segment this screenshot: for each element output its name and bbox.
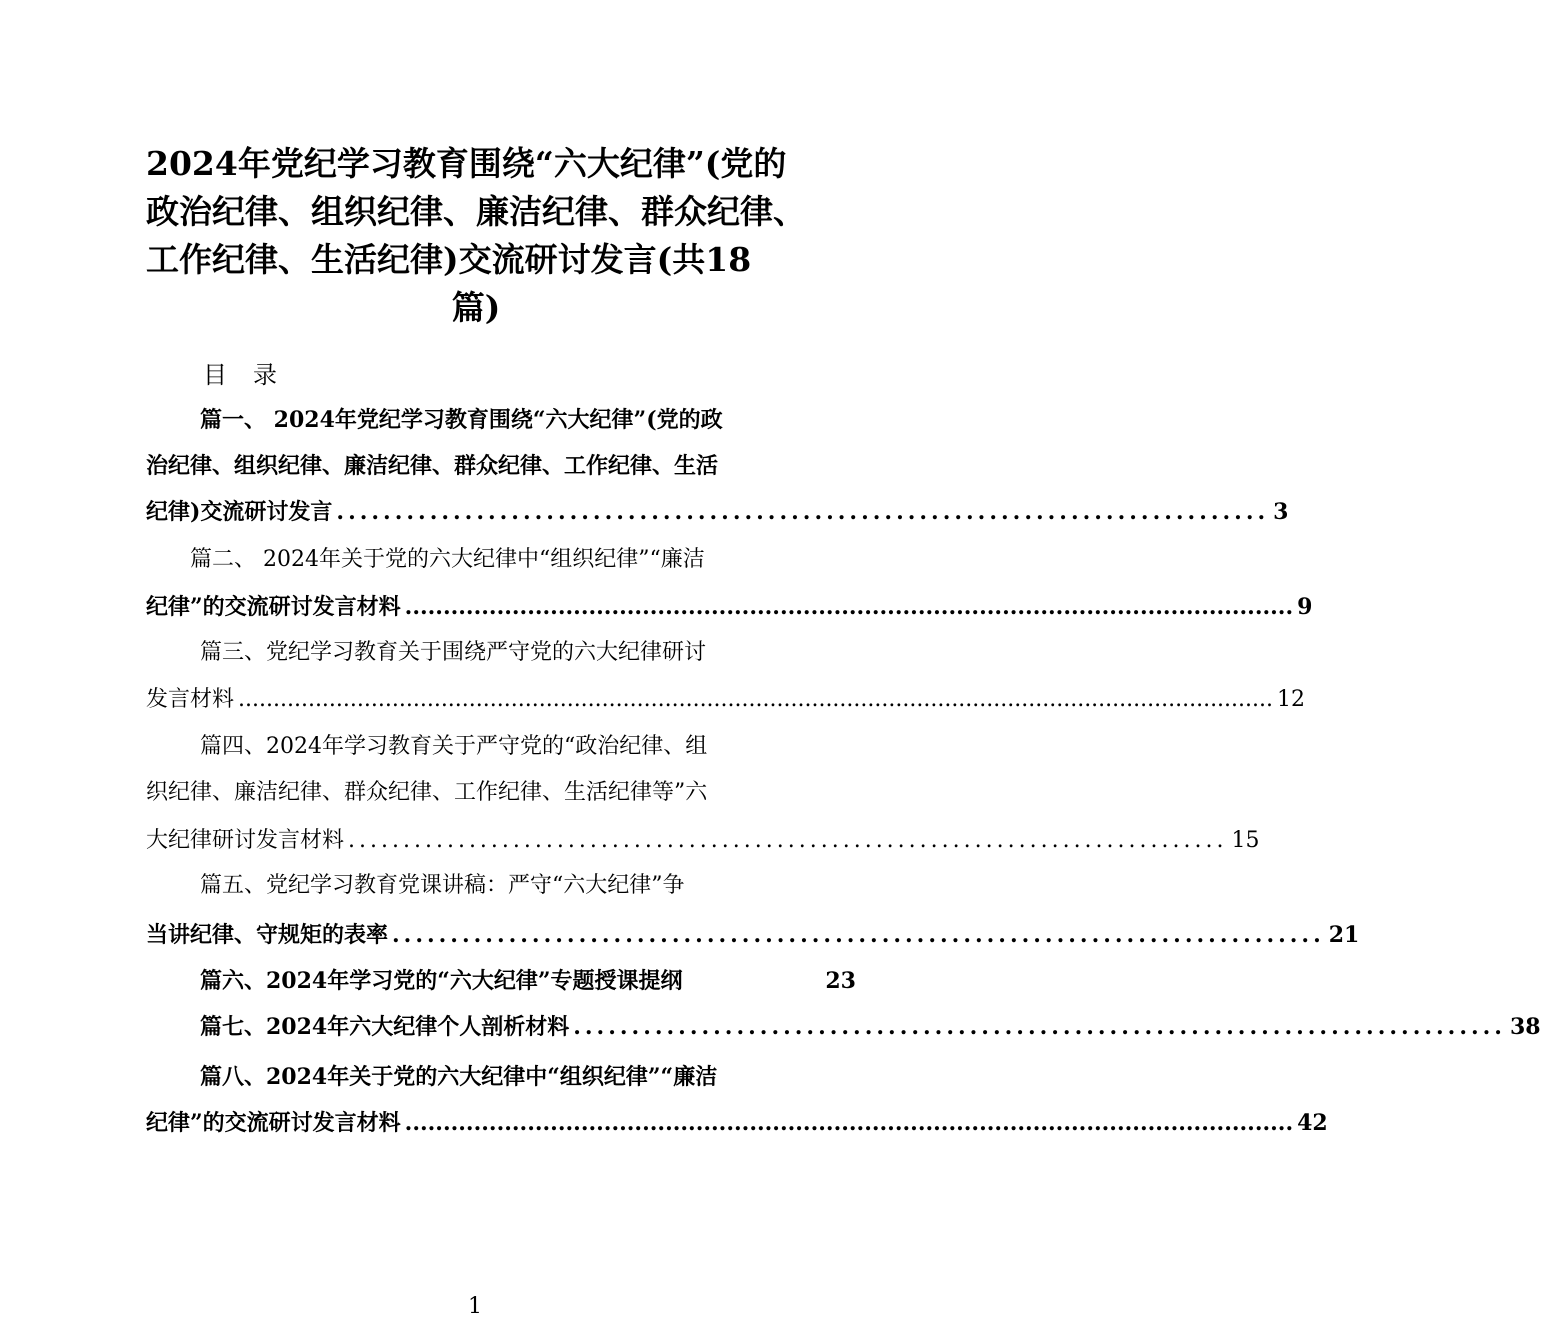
toc-page-number: 15	[1231, 828, 1260, 853]
leader-dots: ................................................................................	[573, 1014, 1506, 1040]
toc-page-number: 3	[1273, 499, 1289, 525]
toc-entry-3-line[interactable]: 篇三、党纪学习教育关于围绕严守党的六大纪律研讨	[200, 640, 707, 665]
title-line: 篇)	[451, 288, 501, 327]
toc-page-number: 23	[825, 968, 856, 994]
toc-entry-1-line[interactable]: 篇一、 2024年党纪学习教育围绕“六大纪律”(党的政	[200, 407, 723, 433]
leader-dots: ................................................................................	[336, 499, 1270, 525]
toc-entry-5-leader[interactable]: 当讲纪律、守规矩的表率 ................................................................................ 21	[146, 915, 802, 955]
toc-entry-2-line[interactable]: 篇二、 2024年关于党的六大纪律中“组织纪律”“廉洁	[190, 547, 705, 572]
toc-entry-4-line[interactable]: 篇四、2024年学习教育关于严守党的“政治纪律、组	[200, 734, 708, 759]
toc-entry-8-line[interactable]: 篇八、2024年关于党的六大纪律中“组织纪律”“廉洁	[200, 1064, 718, 1090]
toc-entry-8-leader[interactable]: 纪律”的交流研讨发言材料 .................................................................................................................... 42	[146, 1103, 802, 1143]
toc-entry-4-line[interactable]: 织纪律、廉洁纪律、群众纪律、工作纪律、生活纪律等”六	[146, 780, 708, 805]
toc-entry-5-line[interactable]: 篇五、党纪学习教育党课讲稿：严守“六大纪律”争	[200, 873, 685, 898]
toc-page-number: 9	[1297, 594, 1313, 620]
toc-page-number: 21	[1328, 922, 1360, 948]
leader-dots	[683, 961, 826, 1001]
title-line: 工作纪律、生活纪律)交流研讨发言(共18	[146, 240, 752, 279]
toc-page-number: 42	[1297, 1110, 1328, 1136]
toc-heading: 目录	[203, 361, 303, 389]
leader-dots: ....................................................................................................................	[404, 1110, 1294, 1136]
leader-dots: ....................................................................................................................................................	[238, 687, 1274, 712]
toc-entry-1-line[interactable]: 治纪律、组织纪律、廉洁纪律、群众纪律、工作纪律、生活	[146, 453, 719, 479]
toc-entry-4-leader[interactable]: 大纪律研讨发言材料 ................................................................................ 15	[146, 821, 802, 861]
toc-entry-2-leader[interactable]: 纪律”的交流研讨发言材料 .................................................................................................................... 9	[146, 587, 802, 627]
leader-dots: ................................................................................	[392, 922, 1325, 948]
leader-dots: ....................................................................................................................	[404, 594, 1294, 620]
toc-entry-1-leader[interactable]: 纪律)交流研讨发言 ................................................................................ 3	[146, 492, 802, 532]
toc-page-number: 38	[1509, 1014, 1541, 1040]
toc-entry-3-leader[interactable]: 发言材料 .................................................................................................................................................... 12	[146, 680, 802, 720]
document-title	[146, 140, 806, 332]
title-line: 政治纪律、组织纪律、廉洁纪律、群众纪律、	[146, 192, 806, 231]
page-number: 1	[468, 1294, 482, 1319]
toc-page-number: 12	[1277, 687, 1306, 712]
leader-dots: ................................................................................	[348, 828, 1228, 853]
toc-entry-6-leader[interactable]: 篇六、2024年学习党的“六大纪律”专题授课提纲 23	[146, 961, 856, 1001]
title-line: 2024年党纪学习教育围绕“六大纪律”(党的	[146, 144, 787, 183]
toc-entry-7-leader[interactable]: 篇七、2024年六大纪律个人剖析材料 ................................................................................ 38	[146, 1007, 856, 1047]
